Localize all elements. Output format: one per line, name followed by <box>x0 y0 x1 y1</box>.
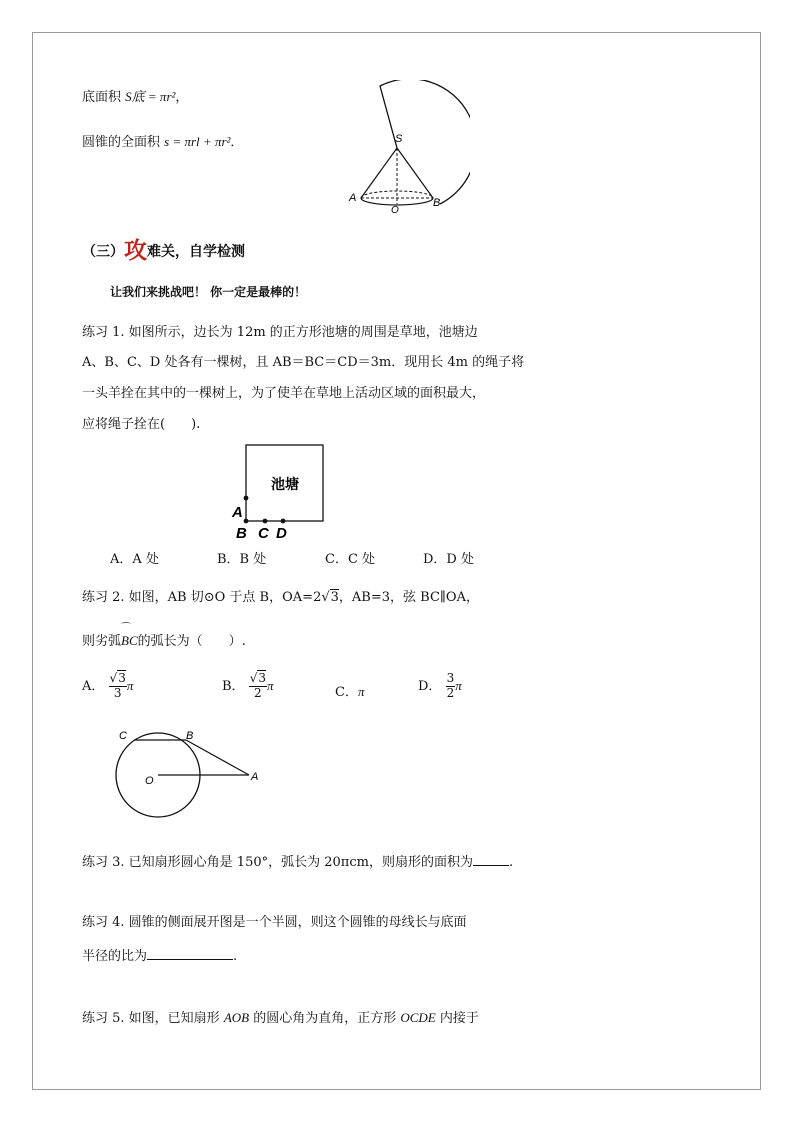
label-a: A <box>349 192 357 204</box>
tree-c <box>263 519 268 524</box>
total-area-label: 圆锥的全面积 <box>82 135 161 150</box>
circle-tangent-figure <box>110 725 270 820</box>
section-highlight: 攻 <box>124 237 147 264</box>
label-a: A <box>251 771 259 783</box>
ex1-line-4: 应将绳子拴在( ). <box>82 417 201 432</box>
label-c: C <box>119 730 127 742</box>
cone-right-edge <box>397 148 433 198</box>
section-heading: （三）攻难关，自学检测 <box>82 237 245 264</box>
ex4-answer-blank[interactable] <box>147 949 233 960</box>
tree-b <box>244 519 249 524</box>
label-o: O <box>391 205 399 215</box>
ex1-line-2: A、B、C、D 处各有一棵树，且 AB＝BC＝CD＝3m．现用长 4m 的绳子将 <box>82 355 525 370</box>
label-d: D <box>276 525 287 542</box>
ex2-option-c[interactable]: C．π <box>335 684 365 700</box>
label-s: S <box>395 133 403 145</box>
base-area-label: 底面积 <box>82 90 122 105</box>
label-b: B <box>236 525 247 542</box>
label-b: B <box>433 197 441 209</box>
arc-bc: ⌒ BC <box>121 623 138 648</box>
ex2-line-2: 则劣弧 ⌒ BC的弧长为（ ）. <box>82 623 246 649</box>
ex2-line-1: 练习 2. 如图，AB 切⊙O 于点 B，OA=2√3，AB=3，弦 BC∥OA， <box>82 590 479 605</box>
lateral-sector-arc <box>380 80 470 204</box>
cone-figure <box>340 80 470 215</box>
base-area-line: 底面积 S底 = πr²， <box>82 89 189 105</box>
label-c: C <box>258 525 269 542</box>
ex1-option-c[interactable]: C．C 处 <box>325 552 376 567</box>
ex1-option-a[interactable]: A．A 处 <box>110 552 159 567</box>
pond-label: 池塘 <box>271 476 299 492</box>
ex1-option-d[interactable]: D．D 处 <box>423 552 474 567</box>
ex2-option-a[interactable]: A． $\frac{√3}{3}$ π <box>82 671 134 700</box>
pond-figure <box>228 440 330 542</box>
ex3-line: 练习 3. 已知扇形圆心角是 150°，弧长为 20πcm，则扇形的面积为 . <box>82 855 514 870</box>
total-area-line: 圆锥的全面积 s = πrl + πr²． <box>82 134 244 150</box>
cheer-text: 让我们来挑战吧！ 你一定是最棒的！ <box>110 285 307 299</box>
ex5-line: 练习 5. 如图，已知扇形 AOB 的圆心角为直角，正方形 OCDE 内接于 <box>82 1010 479 1026</box>
ex2-option-d[interactable]: D． $\frac{3}{2}$ π <box>418 671 462 700</box>
label-a: A <box>232 504 243 521</box>
ex1-line-1: 练习 1. 如图所示，边长为 12m 的正方形池塘的周围是草地，池塘边 <box>82 325 478 340</box>
total-area-formula: s = πrl + πr² <box>164 134 231 149</box>
ex4-line-1: 练习 4. 圆锥的侧面展开图是一个半圆，则这个圆锥的母线长与底面 <box>82 915 467 930</box>
tree-a <box>244 496 249 501</box>
cone-left-edge <box>361 148 397 198</box>
label-o: O <box>145 775 154 787</box>
ex4-line-2: 半径的比为 . <box>82 949 238 964</box>
tree-d <box>281 519 286 524</box>
label-b: B <box>186 730 194 742</box>
ex2-option-b[interactable]: B． $\frac{√3}{2}$ π <box>222 671 274 700</box>
ex3-answer-blank[interactable] <box>473 855 509 866</box>
ex1-line-3: 一头羊拴在其中的一棵树上，为了使羊在草地上活动区域的面积最大， <box>82 386 486 401</box>
base-area-formula: S底 = πr² <box>125 89 176 104</box>
tangent-ab <box>186 740 249 775</box>
ex1-option-b[interactable]: B．B 处 <box>217 552 267 567</box>
